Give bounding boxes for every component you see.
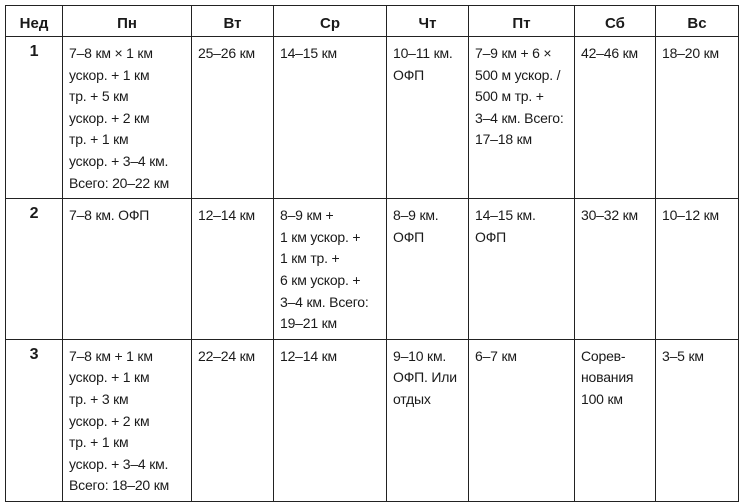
header-thu: Чт [387,6,469,37]
header-week: Нед [6,6,63,37]
table-cell: 6–7 км [469,339,575,501]
table-cell: 30–32 км [575,199,656,340]
week-number: 1 [6,37,63,199]
table-row [6,37,739,199]
table-cell: 25–26 км [192,37,274,199]
header-row [6,6,739,37]
header-sun: Вс [656,6,739,37]
header-mon: Пн [63,6,192,37]
table-cell: 10–12 км [656,199,739,340]
header-sat: Сб [575,6,656,37]
week-number: 3 [6,339,63,501]
table-cell: 14–15 км. ОФП [469,199,575,340]
table-cell: 8–9 км + 1 км ускор. + 1 км тр. + 6 км ускор. + 3–4 км. Всего: 19–21 км [274,199,387,340]
table-cell: 7–8 км × 1 км ускор. + 1 км тр. + 5 км ускор. + 2 км тр. + 1 км ускор. + 3–4 км. Всего: 20–22 км [63,37,192,199]
table-row [6,339,739,501]
table-cell: 7–8 км. ОФП [63,199,192,340]
table-cell: 10–11 км. ОФП [387,37,469,199]
header-tue: Вт [192,6,274,37]
table-cell: 22–24 км [192,339,274,501]
table-cell: 12–14 км [192,199,274,340]
table-cell: 9–10 км. ОФП. Или отдых [387,339,469,501]
table-row [6,199,739,340]
header-fri: Пт [469,6,575,37]
header-wed: Ср [274,6,387,37]
table-cell: 14–15 км [274,37,387,199]
table-cell: 8–9 км. ОФП [387,199,469,340]
table-cell: 18–20 км [656,37,739,199]
table-cell: 3–5 км [656,339,739,501]
table-cell: Сорев- нования 100 км [575,339,656,501]
table-cell: 7–8 км + 1 км ускор. + 1 км тр. + 3 км ускор. + 2 км тр. + 1 км ускор. + 3–4 км. Всего: 18–20 км [63,339,192,501]
table-cell: 42–46 км [575,37,656,199]
table-cell: 12–14 км [274,339,387,501]
week-number: 2 [6,199,63,340]
training-plan-table [5,5,739,502]
table-cell: 7–9 км + 6 × 500 м ускор. / 500 м тр. + 3–4 км. Всего: 17–18 км [469,37,575,199]
